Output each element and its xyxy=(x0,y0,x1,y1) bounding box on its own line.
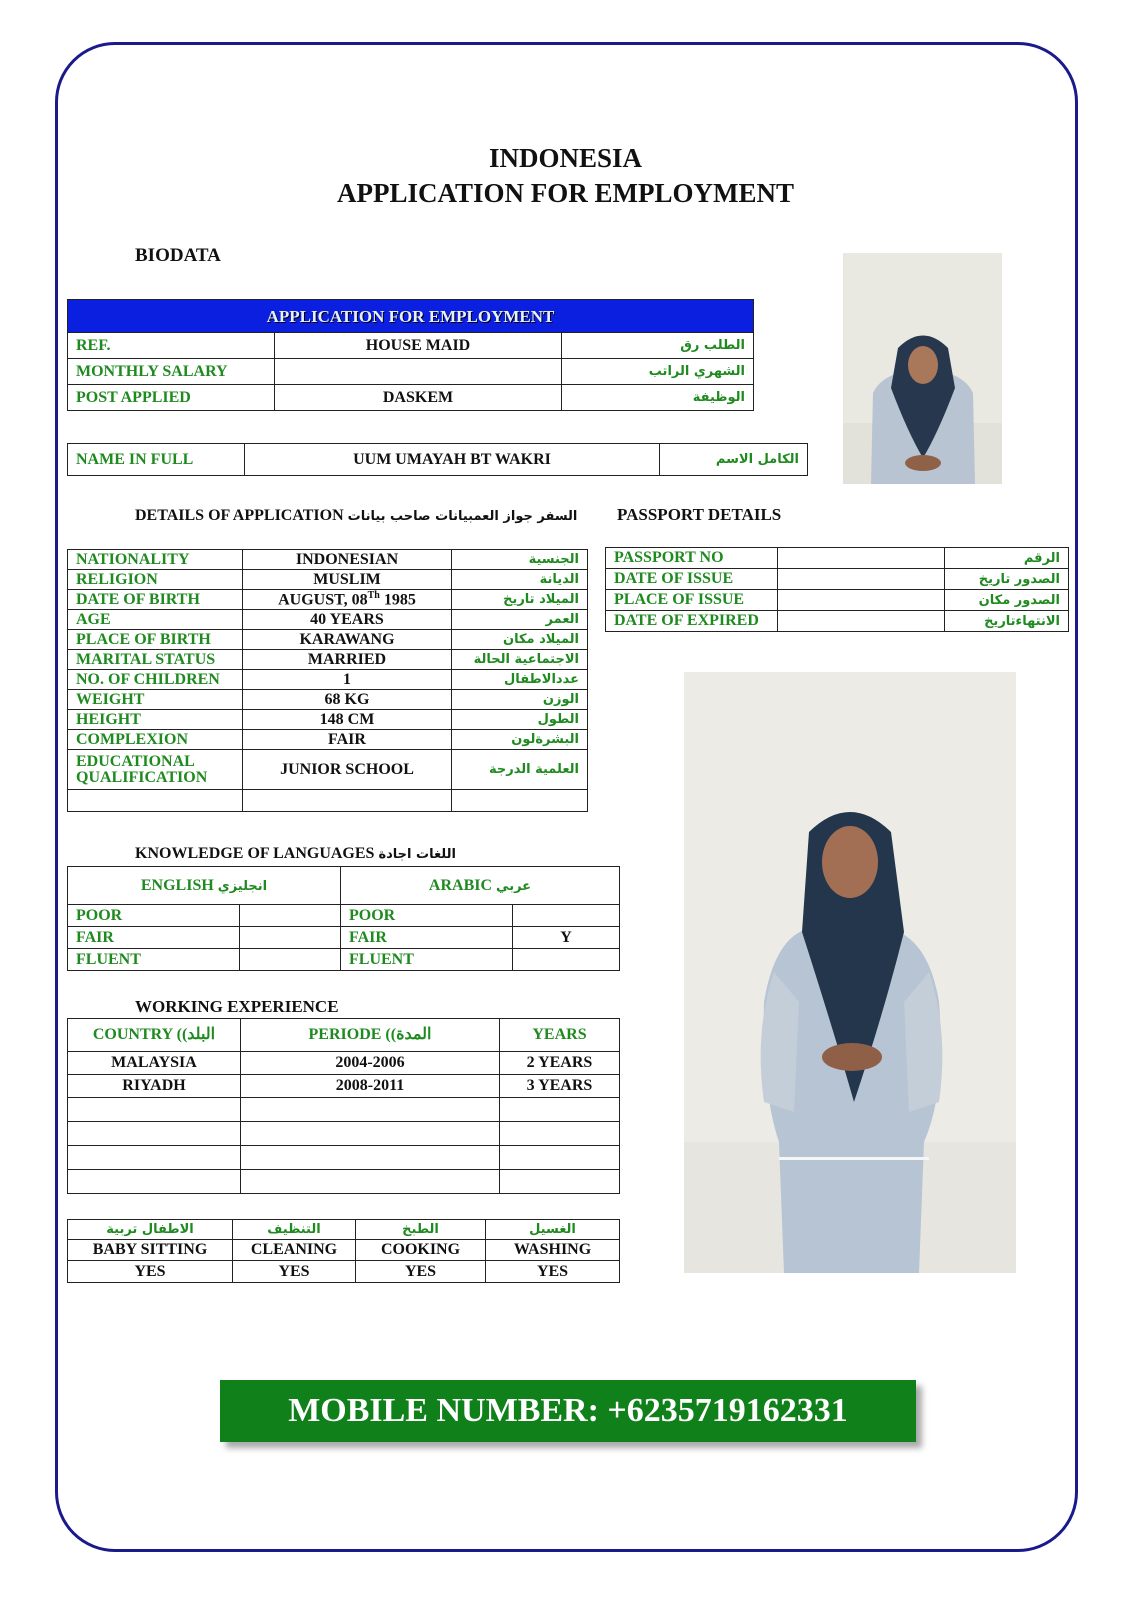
skill-cleaning-arabic: التنظيف xyxy=(233,1220,356,1240)
empty-cell xyxy=(68,1146,241,1170)
religion-arabic: الديانة xyxy=(452,570,588,590)
issue-date-value xyxy=(778,569,945,590)
exp-periode: 2004-2006 xyxy=(241,1052,500,1075)
arabic-fair-label: FAIR xyxy=(341,927,513,949)
religion-label: RELIGION xyxy=(68,570,243,590)
biodata-label: BIODATA xyxy=(135,245,221,266)
name-table xyxy=(67,443,808,476)
education-value: JUNIOR SCHOOL xyxy=(243,750,452,790)
empty-cell xyxy=(500,1122,620,1146)
empty-cell xyxy=(241,1098,500,1122)
pob-arabic: الميلاد مكان xyxy=(452,630,588,650)
issue-place-value xyxy=(778,590,945,611)
education-label: EDUCATIONAL QUALIFICATION xyxy=(68,750,243,790)
marital-value: MARRIED xyxy=(243,650,452,670)
empty-cell xyxy=(500,1098,620,1122)
issue-place-label: PLACE OF ISSUE xyxy=(606,590,778,611)
post-label: POST APPLIED xyxy=(68,385,275,411)
empty-cell xyxy=(68,790,243,812)
pob-value: KARAWANG xyxy=(243,630,452,650)
passport-no-value xyxy=(778,548,945,569)
post-value: DASKEM xyxy=(275,385,562,411)
empty-cell xyxy=(500,1146,620,1170)
dob-arabic: الميلاد تاريخ xyxy=(452,590,588,610)
skill-babysitting-label: BABY SITTING xyxy=(68,1240,233,1261)
exp-country: RIYADH xyxy=(68,1075,241,1098)
dob-value: AUGUST, 08Th 1985 xyxy=(243,590,452,610)
application-table xyxy=(67,299,754,411)
country-title: INDONESIA xyxy=(488,143,643,173)
languages-table xyxy=(67,866,620,971)
skill-babysitting-value: YES xyxy=(68,1261,233,1283)
exp-years: 3 YEARS xyxy=(500,1075,620,1098)
empty-cell xyxy=(241,1122,500,1146)
salary-label: MONTHLY SALARY xyxy=(68,359,275,385)
empty-cell xyxy=(241,1170,500,1194)
details-title: DETAILS OF APPLICATION السفر جواز العمبيانات صاحب بيانات xyxy=(135,507,578,524)
details-table xyxy=(67,549,588,812)
name-label: NAME IN FULL xyxy=(68,444,245,476)
ref-arabic: الطلب رق xyxy=(562,333,754,359)
skills-table xyxy=(67,1219,620,1283)
expiry-date-arabic: الانتهاءتاريخ xyxy=(945,611,1069,632)
marital-label: MARITAL STATUS xyxy=(68,650,243,670)
expiry-date-value xyxy=(778,611,945,632)
age-arabic: العمر xyxy=(452,610,588,630)
passport-title: PASSPORT DETAILS xyxy=(617,505,782,524)
passport-no-label: PASSPORT NO xyxy=(606,548,778,569)
arabic-poor-mark xyxy=(513,905,620,927)
english-fair-label: FAIR xyxy=(68,927,240,949)
skill-washing-arabic: الغسيل xyxy=(486,1220,620,1240)
english-poor-label: POOR xyxy=(68,905,240,927)
passport-table xyxy=(605,547,1069,632)
ref-label: REF. xyxy=(68,333,275,359)
weight-label: WEIGHT xyxy=(68,690,243,710)
children-value: 1 xyxy=(243,670,452,690)
exp-years: 2 YEARS xyxy=(500,1052,620,1075)
arabic-fluent-mark xyxy=(513,949,620,971)
english-header: ENGLISH انجليزي xyxy=(68,867,341,905)
empty-cell xyxy=(68,1170,241,1194)
ref-value: HOUSE MAID xyxy=(275,333,562,359)
education-arabic: العلمية الدرجة xyxy=(452,750,588,790)
mobile-number-banner: MOBILE NUMBER: +6235719162331 xyxy=(220,1380,916,1442)
salary-arabic: الشهري الراتب xyxy=(562,359,754,385)
issue-place-arabic: الصدور مكان xyxy=(945,590,1069,611)
english-fluent-label: FLUENT xyxy=(68,949,240,971)
arabic-fluent-label: FLUENT xyxy=(341,949,513,971)
empty-cell xyxy=(241,1146,500,1170)
religion-value: MUSLIM xyxy=(243,570,452,590)
skill-cooking-label: COOKING xyxy=(356,1240,486,1261)
empty-cell xyxy=(68,1122,241,1146)
dob-label: DATE OF BIRTH xyxy=(68,590,243,610)
empty-cell xyxy=(500,1170,620,1194)
issue-date-label: DATE OF ISSUE xyxy=(606,569,778,590)
form-title: APPLICATION FOR EMPLOYMENT xyxy=(337,178,794,208)
experience-table xyxy=(67,1018,620,1194)
height-arabic: الطول xyxy=(452,710,588,730)
english-fluent-mark xyxy=(240,949,341,971)
height-value: 148 CM xyxy=(243,710,452,730)
applicant-photo-small xyxy=(843,253,1002,484)
years-header: YEARS xyxy=(500,1019,620,1052)
application-header: APPLICATION FOR EMPLOYMENT xyxy=(68,300,754,333)
pob-label: PLACE OF BIRTH xyxy=(68,630,243,650)
skill-cooking-value: YES xyxy=(356,1261,486,1283)
empty-cell xyxy=(452,790,588,812)
empty-cell xyxy=(243,790,452,812)
skill-cooking-arabic: الطبخ xyxy=(356,1220,486,1240)
name-value: UUM UMAYAH BT WAKRI xyxy=(245,444,660,476)
arabic-fair-mark: Y xyxy=(513,927,620,949)
nationality-arabic: الجنسية xyxy=(452,550,588,570)
nationality-value: INDONESIAN xyxy=(243,550,452,570)
exp-country: MALAYSIA xyxy=(68,1052,241,1075)
issue-date-arabic: الصدور تاريخ xyxy=(945,569,1069,590)
marital-arabic: الاجتماعية الحالة xyxy=(452,650,588,670)
complexion-arabic: البشرةلون xyxy=(452,730,588,750)
children-arabic: عددالاطفال xyxy=(452,670,588,690)
skill-cleaning-value: YES xyxy=(233,1261,356,1283)
age-label: AGE xyxy=(68,610,243,630)
skill-washing-label: WASHING xyxy=(486,1240,620,1261)
weight-arabic: الوزن xyxy=(452,690,588,710)
height-label: HEIGHT xyxy=(68,710,243,730)
country-header: COUNTRY ((البلد xyxy=(68,1019,241,1052)
arabic-header: ARABIC عربي xyxy=(341,867,620,905)
children-label: NO. OF CHILDREN xyxy=(68,670,243,690)
applicant-photo-full xyxy=(684,672,1016,1273)
english-poor-mark xyxy=(240,905,341,927)
exp-periode: 2008-2011 xyxy=(241,1075,500,1098)
complexion-label: COMPLEXION xyxy=(68,730,243,750)
periode-header: PERIODE ((المدة xyxy=(241,1019,500,1052)
experience-title: WORKING EXPERIENCE xyxy=(135,997,339,1016)
languages-title: KNOWLEDGE OF LANGUAGES اللغات اجادة xyxy=(135,845,456,862)
weight-value: 68 KG xyxy=(243,690,452,710)
english-fair-mark xyxy=(240,927,341,949)
salary-value xyxy=(275,359,562,385)
complexion-value: FAIR xyxy=(243,730,452,750)
expiry-date-label: DATE OF EXPIRED xyxy=(606,611,778,632)
empty-cell xyxy=(68,1098,241,1122)
age-value: 40 YEARS xyxy=(243,610,452,630)
post-arabic: الوظيفة xyxy=(562,385,754,411)
name-arabic: الكامل الاسم xyxy=(660,444,808,476)
skill-washing-value: YES xyxy=(486,1261,620,1283)
arabic-poor-label: POOR xyxy=(341,905,513,927)
passport-no-arabic: الرقم xyxy=(945,548,1069,569)
nationality-label: NATIONALITY xyxy=(68,550,243,570)
skill-babysitting-arabic: الاطفال تربية xyxy=(68,1220,233,1240)
skill-cleaning-label: CLEANING xyxy=(233,1240,356,1261)
